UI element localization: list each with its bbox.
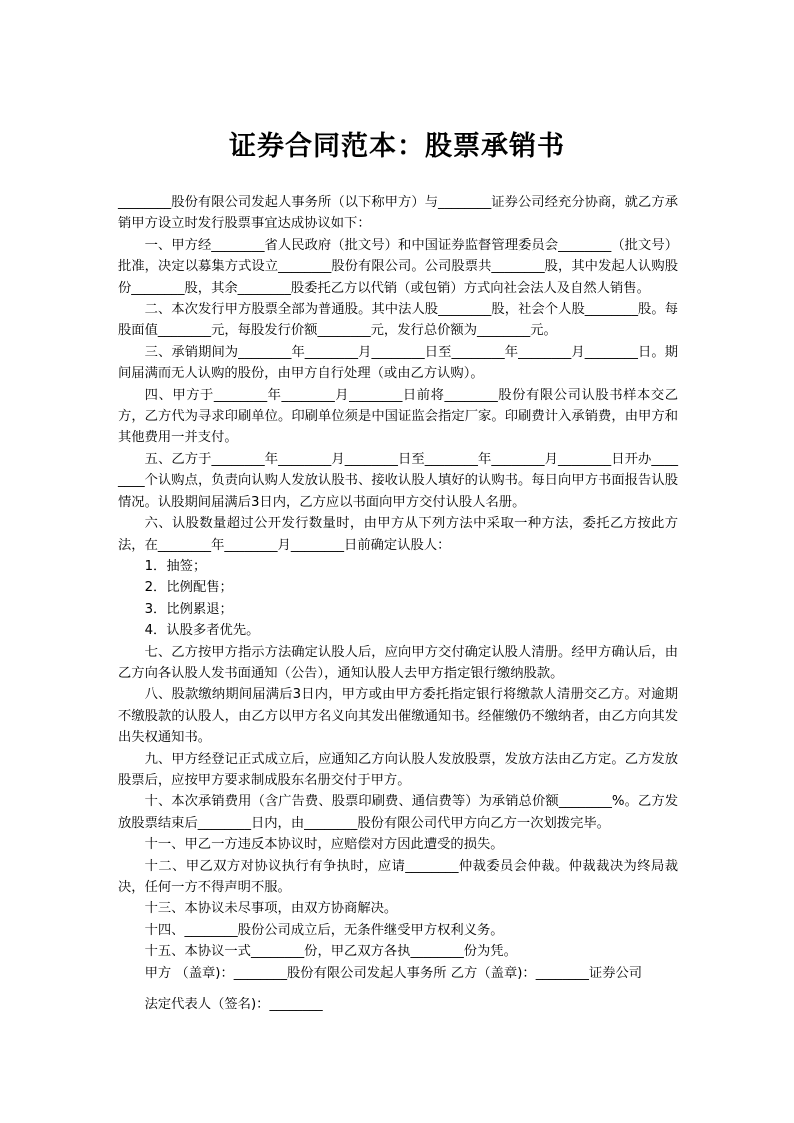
paragraph: 十一、甲乙一方违反本协议时，应赔偿对方因此遭受的损失。 <box>144 837 504 853</box>
paragraph: 二、本次发行甲方股票全部为普通股。其中法人股________股，社会个人股________股。每股面值________元，每股发行价额________元，发行总价额为________元。 <box>118 302 678 339</box>
paragraph: 七、乙方按甲方指示方法确定认股人后，应向甲方交付确定认股人清册。经甲方确认后，由乙方向各认股人发书面通知（公告），通知认股人去甲方指定银行缴纳股款。 <box>118 644 678 681</box>
paragraph: 五、乙方于________年________月________日至________年________月________日开办________个认购点，负责向认购人发放认股书、接收认股人填好的认购书。每日向甲方书面报告认股情况。认股期间届满后3日内，乙方应以书面向甲方交付认股人名册。 <box>118 451 678 510</box>
paragraph: 十五、本协议一式________份，甲乙双方各执________份为凭。 <box>144 944 517 960</box>
paragraph: 三、承销期间为________年________月________日至________年________月________日。期间届满而无人认购的股份，由甲方自行处理（或由乙方认购）。 <box>118 344 678 382</box>
paragraph: 一、甲方经________省人民政府（批文号）和中国证券监督管理委员会________（批文号）批准，决定以募集方式设立________股份有限公司。公司股票共________股，其中发起人认购股份________股，其余________股委托乙方以代销（或包销）方式向社会法人及自然人销售。 <box>118 237 678 296</box>
document-body <box>118 192 678 1015</box>
document-title: 证券合同范本：股票承销书 <box>229 131 565 162</box>
paragraph: 十四、________股份公司成立后，无条件继受甲方权利义务。 <box>144 922 504 938</box>
list-item: 1．抽签； <box>144 558 207 574</box>
paragraph: 九、甲方经登记正式成立后，应通知乙方向认股人发放股票，发放方法由乙方定。乙方发放股票后，应按甲方要求制成股东名册交付于甲方。 <box>118 751 678 788</box>
list-item: 4．认股多者优先。 <box>144 623 260 639</box>
paragraph: 十三、本协议未尽事项，由双方协商解决。 <box>144 901 398 917</box>
paragraph: 六、认股数量超过公开发行数量时，由甲方从下列方法中采取一种方法，委托乙方按此方法，在________年________月________日前确定认股人： <box>118 516 678 553</box>
paragraph: 十二、甲乙双方对协议执行有争执时，应请________仲裁委员会仲裁。仲裁裁决为终局裁决，任何一方不得声明不服。 <box>118 858 678 895</box>
paragraph: 八、股款缴纳期间届满后3日内，甲方或由甲方委托指定银行将缴款人清册交乙方。对逾期不缴股款的认股人，由乙方以甲方名义向其发出催缴通知书。经催缴仍不缴纳者，由乙方向其发出失权通知书。 <box>118 687 678 746</box>
paragraph: 十、本次承销费用（含广告费、股票印刷费、通信费等）为承销总价额________%。乙方发放股票结束后________日内，由________股份有限公司代甲方向乙方一次划拨完毕。 <box>118 794 678 831</box>
list-item: 2．比例配售； <box>144 580 233 596</box>
paragraph: 甲方 （盖章)：________股份有限公司发起人事务所 乙方（盖章)：________证券公司 <box>144 965 643 981</box>
paragraph: ________股份有限公司发起人事务所（以下称甲方）与________证券公司经充分协商，就乙方承销甲方设立时发行股票事宜达成协议如下： <box>118 195 678 232</box>
paragraph: 法定代表人（签名)：________ <box>144 997 323 1013</box>
list-item: 3．比例累退； <box>144 601 233 617</box>
paragraph: 四、甲方于________年________月________日前将________股份有限公司认股书样本交乙方，乙方代为寻求印刷单位。印刷单位须是中国证监会指定厂家。印刷费计入承销费，由甲方和其他费用一并支付。 <box>118 387 678 446</box>
